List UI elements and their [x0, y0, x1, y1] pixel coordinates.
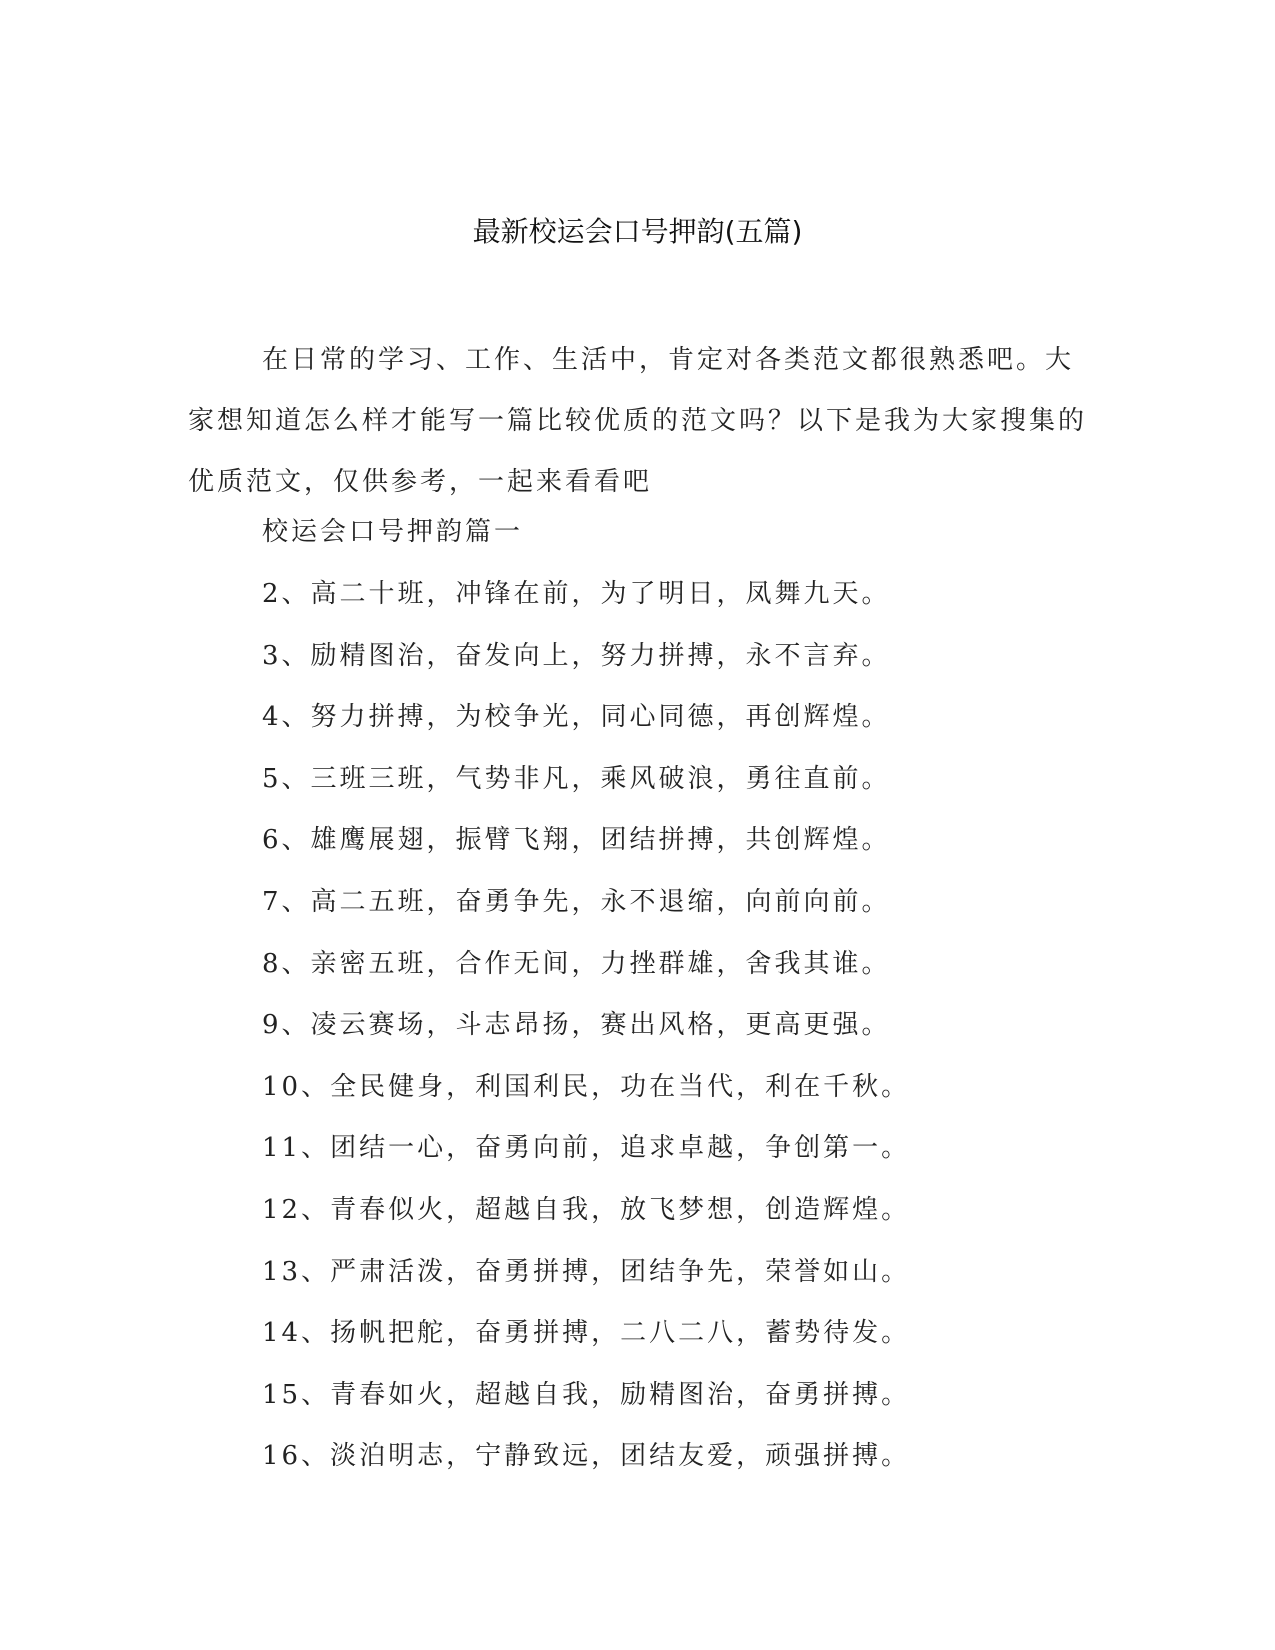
- slogan-item: 11、团结一心，奋勇向前，追求卓越，争创第一。: [262, 1133, 911, 1164]
- section-heading: 校运会口号押韵篇一: [262, 517, 524, 547]
- slogan-item: 7、高二五班，奋勇争先，永不退缩，向前向前。: [262, 886, 891, 917]
- slogan-item: 4、努力拼搏，为校争光，同心同德，再创辉煌。: [262, 702, 891, 733]
- intro-paragraph: 在日常的学习、工作、生活中，肯定对各类范文都很熟悉吧。大家想知道怎么样才能写一篇比较优质的范文吗？以下是我为大家搜集的优质范文，仅供参考，一起来看看吧: [188, 345, 1088, 497]
- document-title: 最新校运会口号押韵(五篇): [472, 215, 803, 248]
- slogan-item: 8、亲密五班，合作无间，力挫群雄，舍我其谁。: [262, 948, 891, 979]
- slogan-item: 3、励精图治，奋发向上，努力拼搏，永不言弃。: [262, 640, 891, 671]
- slogan-item: 14、扬帆把舵，奋勇拼搏，二八二八，蓄势待发。: [262, 1318, 911, 1349]
- slogan-item: 5、三班三班，气势非凡，乘风破浪，勇往直前。: [262, 763, 891, 794]
- slogan-item: 13、严肃活泼，奋勇拼搏，团结争先，荣誉如山。: [262, 1256, 911, 1287]
- slogan-item: 12、青春似火，超越自我，放飞梦想，创造辉煌。: [262, 1194, 911, 1225]
- slogan-item: 2、高二十班，冲锋在前，为了明日，凤舞九天。: [262, 579, 891, 609]
- slogan-item: 15、青春如火，超越自我，励精图治，奋勇拼搏。: [262, 1379, 911, 1410]
- slogan-list: [262, 574, 910, 1498]
- slogan-item: 9、凌云赛场，斗志昂扬，赛出风格，更高更强。: [262, 1010, 891, 1041]
- slogan-item: 16、淡泊明志，宁静致远，团结友爱，顽强拼搏。: [262, 1441, 911, 1472]
- slogan-item: 6、雄鹰展翅，振臂飞翔，团结拼搏，共创辉煌。: [262, 825, 891, 856]
- slogan-item: 10、全民健身，利国利民，功在当代，利在千秋。: [262, 1071, 911, 1102]
